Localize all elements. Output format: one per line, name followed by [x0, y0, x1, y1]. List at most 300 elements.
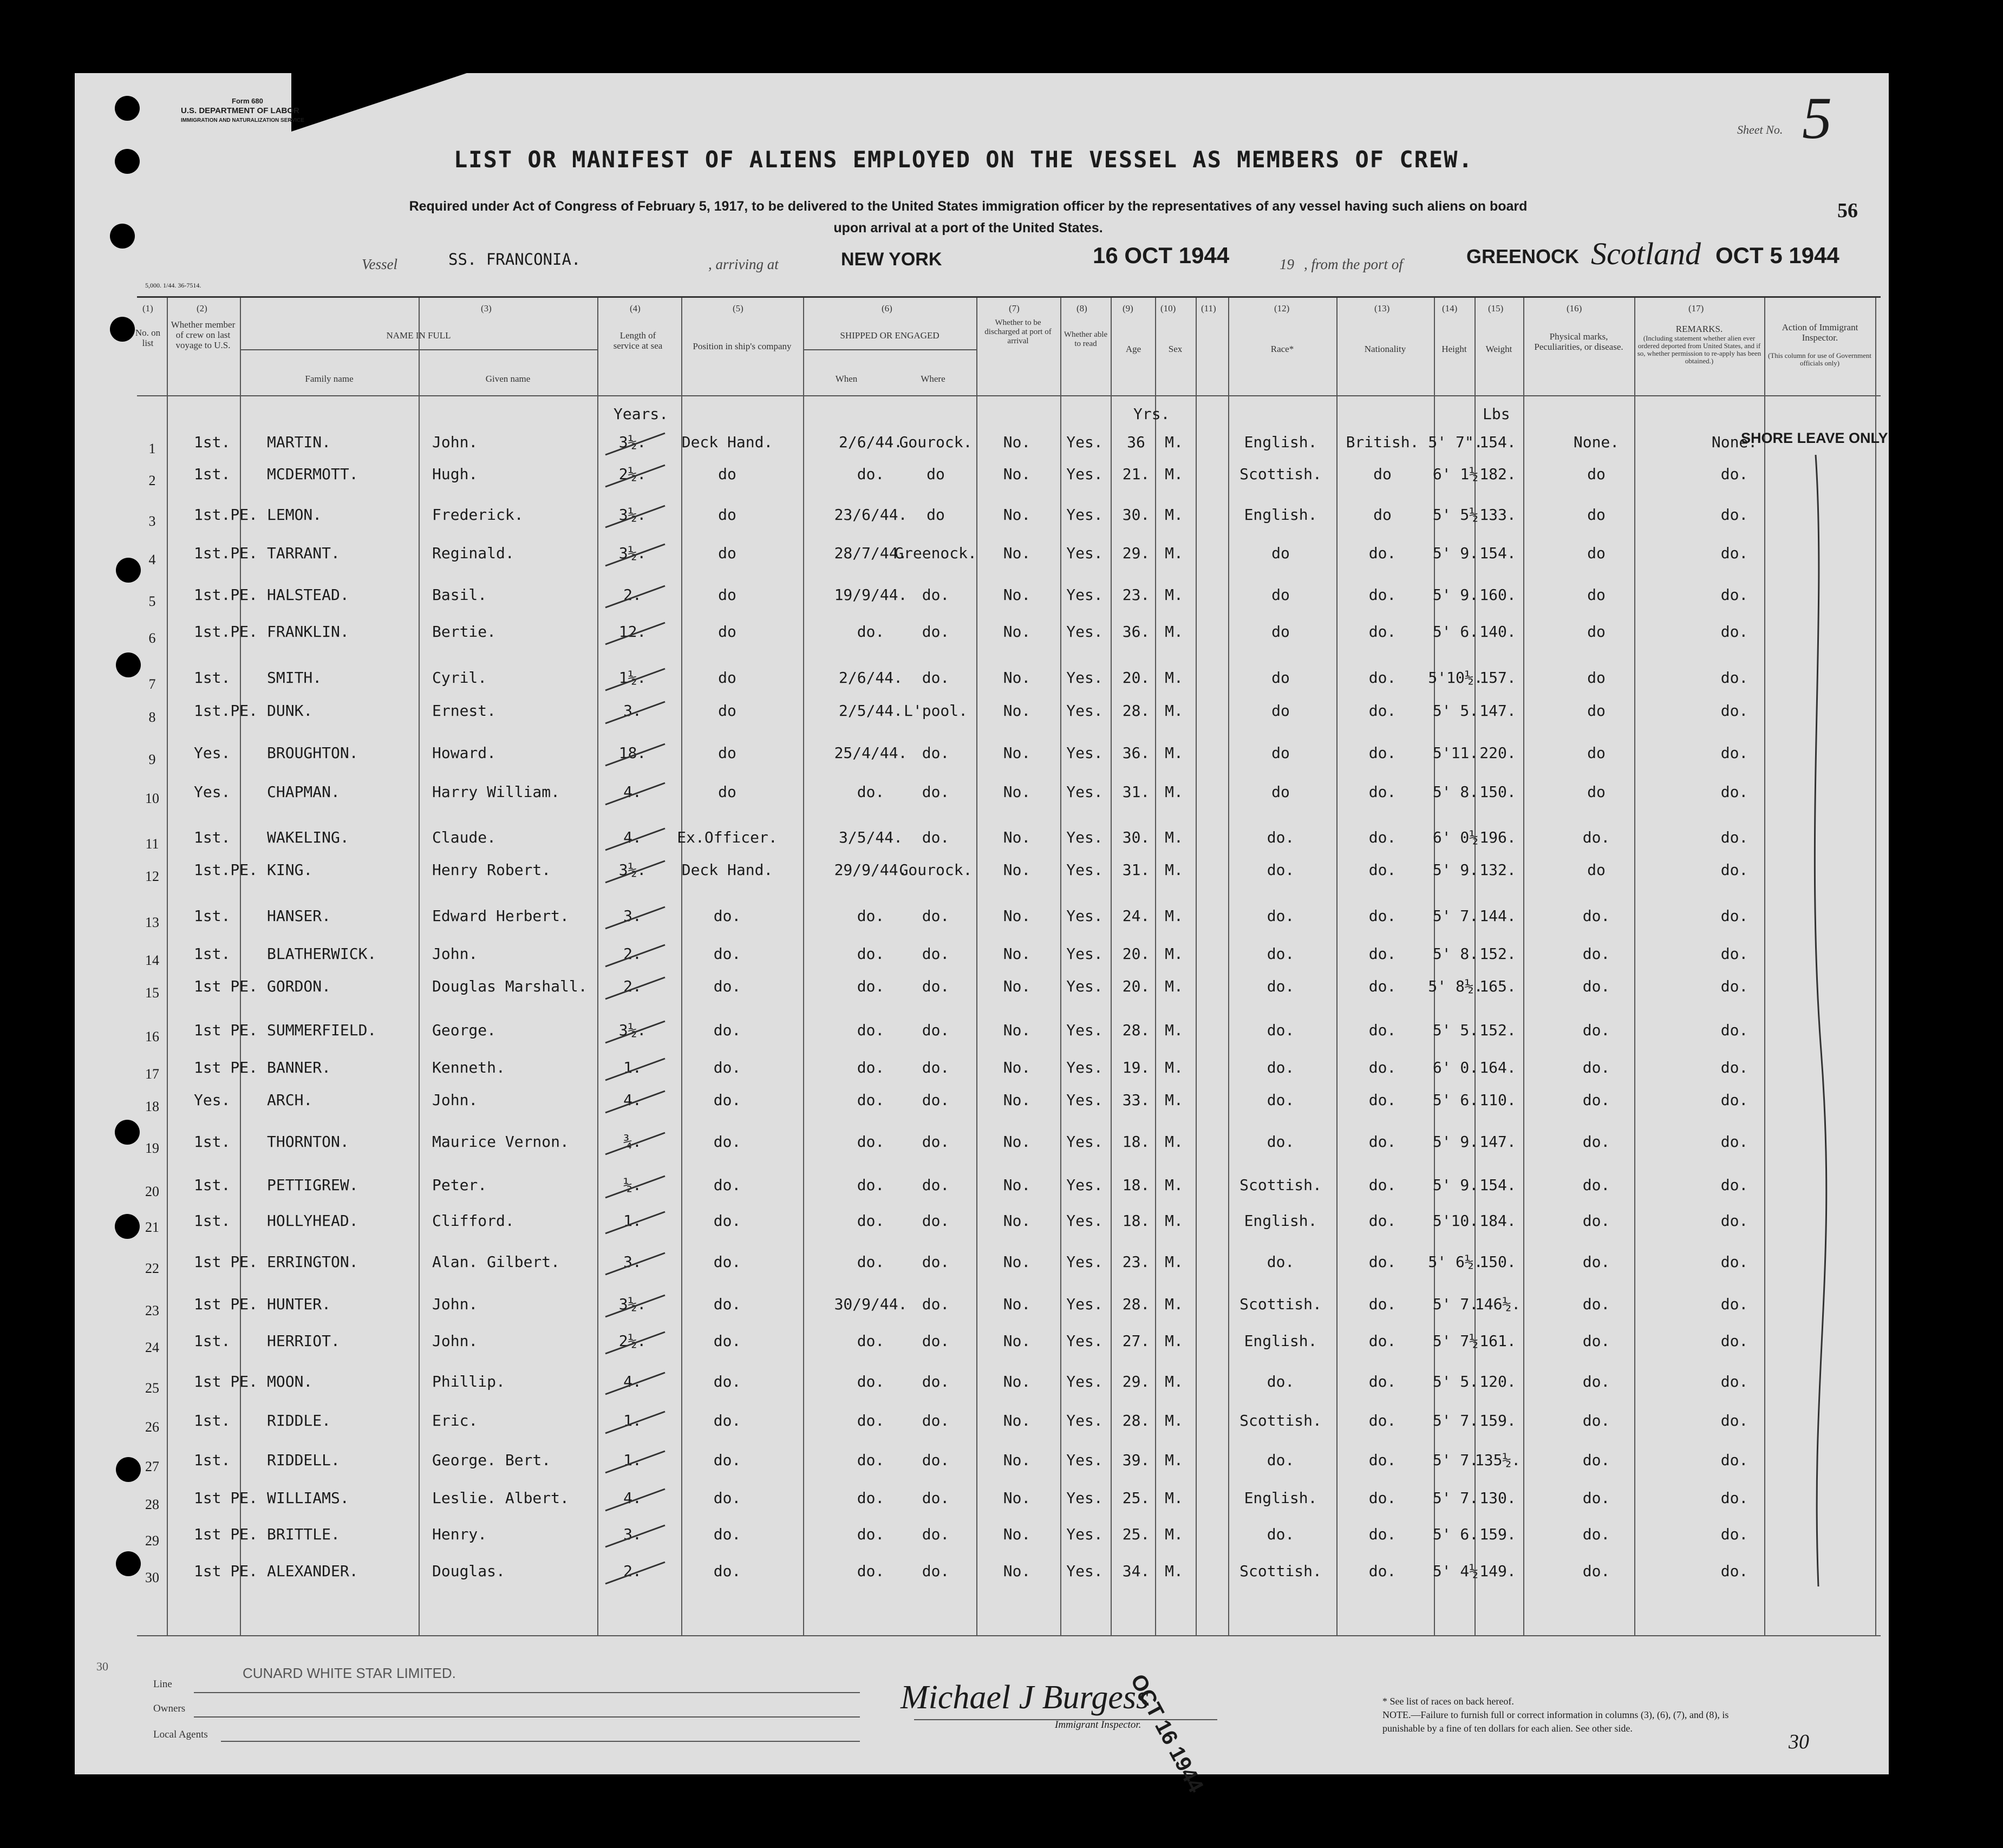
cell-sex: M. [1165, 1021, 1183, 1039]
cell-where: L'pool. [903, 702, 968, 720]
cell-when: 19/9/44. [834, 586, 908, 604]
cell-sex: M. [1165, 702, 1183, 720]
cell-nationality: do. [1368, 783, 1397, 801]
cell-marks: do. [1582, 1133, 1610, 1151]
cell-given: Leslie. Albert. [432, 1489, 569, 1507]
cell-remarks: do. [1720, 977, 1748, 995]
cell-no: 7 [148, 676, 156, 692]
cell-nationality: do. [1368, 586, 1397, 604]
cell-family: HUNTER. [267, 1295, 331, 1313]
cell-discharged: No. [1003, 433, 1031, 451]
cell-height: 5' 4½ [1432, 1562, 1479, 1580]
cell-nationality: do. [1368, 623, 1397, 641]
unit-lbs: Lbs [1483, 405, 1510, 423]
cell-no: 21 [145, 1219, 159, 1235]
cell-nationality: do. [1368, 1562, 1397, 1580]
header-nationality: Nationality [1364, 344, 1406, 354]
cell-position: do [718, 702, 736, 720]
cell-height: 6' 0½ [1432, 828, 1479, 846]
cell-when: 2/6/44. [838, 669, 903, 687]
cell-sex: M. [1165, 1451, 1183, 1469]
cell-nationality: do. [1368, 1091, 1397, 1109]
sheet-number: 5 [1802, 85, 1832, 151]
cell-given: Peter. [432, 1176, 487, 1194]
check-stroke [603, 430, 668, 458]
cell-when: do. [857, 1091, 885, 1109]
punch-hole [115, 96, 140, 121]
cell-where: do. [922, 744, 950, 762]
departure-port: GREENOCK [1466, 245, 1580, 267]
cell-nationality: do. [1368, 1295, 1397, 1313]
crew-table [135, 296, 1888, 1635]
cell-no: 17 [145, 1066, 159, 1082]
cell-nationality: do. [1368, 702, 1397, 720]
cell-marks: do. [1582, 828, 1610, 846]
check-stroke [603, 541, 668, 569]
cell-marks: do. [1582, 907, 1610, 925]
cell-marks: do [1587, 702, 1606, 720]
cell-marks: do [1587, 744, 1606, 762]
header-length-of-service: Length of service at sea [613, 330, 663, 351]
cell-read: Yes. [1066, 702, 1103, 720]
cell-weight: 150. [1479, 1253, 1516, 1271]
cell-height: 5' 8. [1432, 783, 1479, 801]
arrival-port: NEW YORK [841, 249, 942, 270]
cell-age: 28. [1122, 1412, 1150, 1429]
cell-sex: M. [1165, 1373, 1183, 1390]
cell-height: 5' 7½ [1432, 1332, 1479, 1350]
check-stroke [603, 904, 668, 931]
cell-marks: do [1587, 861, 1606, 879]
cell-when: do. [857, 1021, 885, 1039]
cell-prev: 1st.PE. [194, 861, 258, 879]
cell-race: do. [1267, 977, 1295, 995]
cell-height: 5' 7. [1432, 1489, 1479, 1507]
cell-prev: 1st. [194, 669, 231, 687]
cell-nationality: do. [1368, 1373, 1397, 1390]
cell-family: CHAPMAN. [267, 783, 340, 801]
cell-height: 5' 8. [1432, 945, 1479, 963]
cell-weight: 152. [1479, 1021, 1516, 1039]
subtitle-line-2: upon arrival at a port of the United States. [833, 220, 1103, 236]
cell-no: 27 [145, 1459, 159, 1474]
cell-service: 3½. [618, 1021, 647, 1039]
cell-family: BANNER. [267, 1059, 331, 1076]
check-stroke [603, 826, 668, 853]
cell-read: Yes. [1066, 1133, 1103, 1151]
cell-read: Yes. [1066, 977, 1103, 995]
cell-remarks: do. [1720, 1489, 1748, 1507]
cell-prev: 1st. [194, 1332, 231, 1350]
cell-race: English. [1244, 433, 1317, 451]
cell-remarks: do. [1720, 828, 1748, 846]
cell-where: do. [922, 1133, 950, 1151]
cell-service: ½. [623, 1176, 642, 1194]
cell-marks: do [1587, 586, 1606, 604]
cell-race: do [1271, 702, 1290, 720]
cell-where: do. [922, 783, 950, 801]
cell-discharged: No. [1003, 945, 1031, 963]
cell-race: Scottish. [1239, 465, 1322, 483]
cell-service: 2. [623, 586, 642, 604]
cell-remarks: do. [1720, 623, 1748, 641]
header-able-to-read: Whether able to read [1064, 330, 1108, 348]
cell-marks: do. [1582, 1489, 1610, 1507]
cell-where: do. [922, 907, 950, 925]
cell-no: 4 [148, 552, 156, 567]
cell-no: 22 [145, 1261, 159, 1276]
cell-sex: M. [1165, 907, 1183, 925]
cell-no: 23 [145, 1303, 159, 1318]
col-num-17: (17) [1688, 303, 1704, 314]
cell-when: do. [857, 1332, 885, 1350]
cell-no: 9 [148, 752, 156, 767]
cell-where: do. [922, 1091, 950, 1109]
cell-given: Reginald. [432, 544, 514, 562]
cell-where: do. [922, 1176, 950, 1194]
cell-height: 5' 5. [1432, 1373, 1479, 1390]
cell-remarks: do. [1720, 861, 1748, 879]
cell-family: HOLLYHEAD. [267, 1212, 358, 1230]
cell-marks: do. [1582, 1212, 1610, 1230]
cell-age: 29. [1122, 544, 1150, 562]
cell-read: Yes. [1066, 1373, 1103, 1390]
cell-age: 18. [1122, 1176, 1150, 1194]
cell-age: 21. [1122, 465, 1150, 483]
col-num-1: (1) [142, 303, 153, 314]
cell-age: 33. [1122, 1091, 1150, 1109]
cell-race: Scottish. [1239, 1295, 1322, 1313]
cell-age: 30. [1122, 506, 1150, 524]
cell-service: 2. [623, 977, 642, 995]
cell-where: do. [922, 1332, 950, 1350]
cell-family: LEMON. [267, 506, 322, 524]
cell-given: Edward Herbert. [432, 907, 569, 925]
cell-no: 10 [145, 791, 159, 806]
cell-read: Yes. [1066, 465, 1103, 483]
cell-sex: M. [1165, 1295, 1183, 1313]
cell-marks: do [1587, 783, 1606, 801]
cell-marks: do. [1582, 977, 1610, 995]
cell-race: do. [1267, 1021, 1295, 1039]
departure-date: OCT 5 1944 [1715, 243, 1839, 268]
col-num-6: (6) [882, 303, 892, 314]
header-remarks: REMARKS. [1675, 324, 1723, 334]
check-stroke [603, 858, 668, 885]
cell-family: RIDDLE. [267, 1412, 331, 1429]
cell-weight: 154. [1479, 433, 1516, 451]
cell-age: 31. [1122, 783, 1150, 801]
cell-read: Yes. [1066, 828, 1103, 846]
cell-nationality: do. [1368, 1489, 1397, 1507]
cell-nationality: do. [1368, 977, 1397, 995]
cell-given: John. [432, 1091, 478, 1109]
cell-prev: 1st.PE. [194, 623, 258, 641]
cell-read: Yes. [1066, 623, 1103, 641]
cell-read: Yes. [1066, 783, 1103, 801]
cell-position: do. [713, 1133, 741, 1151]
cell-age: 18. [1122, 1133, 1150, 1151]
cell-discharged: No. [1003, 828, 1031, 846]
cell-read: Yes. [1066, 1451, 1103, 1469]
cell-when: do. [857, 977, 885, 995]
cell-age: 23. [1122, 586, 1150, 604]
cell-when: do. [857, 1412, 885, 1429]
cell-prev: Yes. [194, 744, 231, 762]
cell-position: do. [713, 1562, 741, 1580]
cell-marks: do. [1582, 1562, 1610, 1580]
cell-discharged: No. [1003, 1489, 1031, 1507]
cell-sex: M. [1165, 1253, 1183, 1271]
cell-age: 28. [1122, 702, 1150, 720]
cell-given: George. [432, 1021, 497, 1039]
cell-height: 6' 1½ [1432, 465, 1479, 483]
cell-where: do. [922, 1489, 950, 1507]
cell-marks: do [1587, 465, 1606, 483]
cell-when: do. [857, 907, 885, 925]
cell-height: 5' 7". [1428, 433, 1483, 451]
cell-family: HERRIOT. [267, 1332, 340, 1350]
cell-discharged: No. [1003, 1212, 1031, 1230]
cell-weight: 144. [1479, 907, 1516, 925]
cell-prev: 1st PE. [194, 1562, 258, 1580]
col-num-11: (11) [1201, 303, 1216, 314]
cell-weight: 147. [1479, 702, 1516, 720]
cell-race: do. [1267, 1091, 1295, 1109]
cell-when: do. [857, 945, 885, 963]
cell-sex: M. [1165, 1332, 1183, 1350]
cell-when: do. [857, 1489, 885, 1507]
cell-age: 19. [1122, 1059, 1150, 1076]
cell-height: 5' 8½. [1428, 977, 1483, 995]
cell-read: Yes. [1066, 1489, 1103, 1507]
cell-when: do. [857, 1059, 885, 1076]
cell-given: Henry. [432, 1525, 487, 1543]
cell-discharged: No. [1003, 586, 1031, 604]
cell-no: 16 [145, 1029, 159, 1044]
service-name: IMMIGRATION AND NATURALIZATION SERVICE [181, 117, 304, 123]
cell-race: English. [1244, 1212, 1317, 1230]
cell-no: 3 [148, 513, 156, 529]
cell-height: 5' 9. [1432, 586, 1479, 604]
col-num-7: (7) [1009, 303, 1020, 314]
cell-when: do. [857, 1451, 885, 1469]
cell-nationality: do. [1368, 1212, 1397, 1230]
from-port-label: , from the port of [1304, 256, 1403, 272]
punch-hole [115, 1120, 140, 1145]
cell-height: 5' 9. [1432, 1176, 1479, 1194]
footer-agents-label: Local Agents [153, 1729, 208, 1740]
cell-race: do. [1267, 1373, 1295, 1390]
cell-height: 5' 6½. [1428, 1253, 1483, 1271]
cell-where: Greenock. [895, 544, 977, 562]
col-num-10: (10) [1160, 303, 1176, 314]
cell-when: do. [857, 1562, 885, 1580]
unit-yrs: Yrs. [1133, 405, 1170, 423]
cell-family: THORNTON. [267, 1133, 349, 1151]
cell-when: 2/6/44. [838, 433, 903, 451]
cell-given: Basil. [432, 586, 487, 604]
cell-race: Scottish. [1239, 1562, 1322, 1580]
cell-given: Bertie. [432, 623, 497, 641]
cell-given: John. [432, 945, 478, 963]
cell-service: 2½. [618, 1332, 647, 1350]
cell-where: do. [922, 1212, 950, 1230]
cell-read: Yes. [1066, 1562, 1103, 1580]
cell-sex: M. [1165, 544, 1183, 562]
vessel-label: Vessel [362, 256, 397, 272]
cell-weight: 154. [1479, 1176, 1516, 1194]
cell-sex: M. [1165, 828, 1183, 846]
cell-where: do. [922, 828, 950, 846]
check-stroke [603, 1448, 668, 1475]
cell-when: do. [857, 1212, 885, 1230]
cell-nationality: do. [1368, 669, 1397, 687]
cell-marks: do [1587, 669, 1606, 687]
cell-no: 29 [145, 1533, 159, 1549]
cell-age: 20. [1122, 945, 1150, 963]
cell-height: 5' 5. [1432, 702, 1479, 720]
cell-read: Yes. [1066, 433, 1103, 451]
cell-given: Hugh. [432, 465, 478, 483]
cell-discharged: No. [1003, 907, 1031, 925]
cell-when: do. [857, 1373, 885, 1390]
header-age: Age [1125, 344, 1141, 354]
received-date-stamp: OCT 16 1944 [1126, 1670, 1208, 1797]
cell-discharged: No. [1003, 1295, 1031, 1313]
cell-nationality: do. [1368, 1133, 1397, 1151]
cell-where: do. [922, 1451, 950, 1469]
cell-given: Douglas Marshall. [432, 977, 588, 995]
cell-prev: 1st.PE. [194, 702, 258, 720]
cell-weight: 164. [1479, 1059, 1516, 1076]
cell-no: 19 [145, 1140, 159, 1156]
inspector-label: Immigrant Inspector. [1055, 1719, 1141, 1731]
check-stroke [603, 1056, 668, 1083]
cell-weight: 184. [1479, 1212, 1516, 1230]
cell-nationality: do. [1368, 1176, 1397, 1194]
cell-read: Yes. [1066, 544, 1103, 562]
cell-remarks: do. [1720, 544, 1748, 562]
departure-country: Scotland [1591, 236, 1701, 271]
header-name-in-full: NAME IN FULL [386, 330, 451, 341]
cell-prev: 1st PE. [194, 1059, 258, 1076]
stamp-number: 56 [1837, 199, 1858, 222]
cell-nationality: do. [1368, 1412, 1397, 1429]
cell-age: 36. [1122, 744, 1150, 762]
cell-height: 5' 7. [1432, 907, 1479, 925]
cell-remarks: do. [1720, 1021, 1748, 1039]
cell-age: 28. [1122, 1295, 1150, 1313]
cell-read: Yes. [1066, 907, 1103, 925]
cell-height: 5' 6. [1432, 1525, 1479, 1543]
cell-weight: 135½. [1474, 1451, 1521, 1469]
col-num-12: (12) [1274, 303, 1290, 314]
check-stroke [603, 699, 668, 726]
cell-race: Scottish. [1239, 1176, 1322, 1194]
cell-read: Yes. [1066, 945, 1103, 963]
cell-where: do. [922, 1373, 950, 1390]
note-races: * See list of races on back hereof. [1382, 1696, 1514, 1707]
cell-remarks: do. [1720, 1562, 1748, 1580]
cell-when: do. [857, 465, 885, 483]
cell-remarks: do. [1720, 1295, 1748, 1313]
header-family-name: Family name [305, 374, 354, 384]
cell-no: 1 [148, 441, 156, 456]
check-stroke [603, 1292, 668, 1320]
cell-where: do. [922, 623, 950, 641]
footer-page-mark: 30 [96, 1660, 108, 1673]
header-sex: Sex [1168, 344, 1183, 354]
cell-family: BLATHERWICK. [267, 945, 377, 963]
cell-no: 25 [145, 1380, 159, 1396]
header-action-note: (This column for use of Government officials only) [1768, 351, 1871, 367]
cell-sex: M. [1165, 1525, 1183, 1543]
cell-given: Eric. [432, 1412, 478, 1429]
cell-service: 4. [623, 1489, 642, 1507]
header-physical-marks: Physical marks, Peculiarities, or disease. [1534, 331, 1623, 352]
cell-weight: 161. [1479, 1332, 1516, 1350]
cell-discharged: No. [1003, 1332, 1031, 1350]
cell-nationality: do. [1368, 1332, 1397, 1350]
col-num-14: (14) [1442, 303, 1458, 314]
cell-marks: do. [1582, 1059, 1610, 1076]
cell-position: do [718, 623, 736, 641]
cell-service: 3. [623, 1253, 642, 1271]
cell-no: 20 [145, 1184, 159, 1199]
cell-no: 11 [145, 836, 159, 852]
cell-race: do [1271, 623, 1290, 641]
cell-where: do. [922, 1295, 950, 1313]
cell-prev: 1st. [194, 1212, 231, 1230]
check-stroke [603, 942, 668, 969]
cell-family: GORDON. [267, 977, 331, 995]
cell-prev: 1st. [194, 907, 231, 925]
cell-discharged: No. [1003, 1562, 1031, 1580]
punch-hole [110, 224, 135, 249]
cell-service: 3. [623, 702, 642, 720]
cell-race: Scottish. [1239, 1412, 1322, 1429]
cell-given: George. Bert. [432, 1451, 551, 1469]
cell-where: do. [922, 945, 950, 963]
cell-discharged: No. [1003, 977, 1031, 995]
department-name: U.S. DEPARTMENT OF LABOR [181, 106, 299, 115]
cell-service: 1. [623, 1059, 642, 1076]
cell-when: 25/4/44. [834, 744, 908, 762]
cell-position: do [718, 586, 736, 604]
cell-where: do. [922, 1412, 950, 1429]
cell-family: BROUGHTON. [267, 744, 358, 762]
cell-age: 20. [1122, 977, 1150, 995]
check-stroke [603, 975, 668, 1002]
cell-sex: M. [1165, 1091, 1183, 1109]
check-stroke [603, 462, 668, 489]
cell-height: 5'10. [1432, 1212, 1479, 1230]
cell-when: do. [857, 783, 885, 801]
cell-family: TARRANT. [267, 544, 340, 562]
cell-nationality: do. [1368, 544, 1397, 562]
cell-family: ARCH. [267, 1091, 313, 1109]
cell-sex: M. [1165, 1489, 1183, 1507]
cell-age: 27. [1122, 1332, 1150, 1350]
cell-service: 3½. [618, 1295, 647, 1313]
cell-read: Yes. [1066, 1332, 1103, 1350]
header-previous-voyage: Whether member of crew on last voyage to U.S. [171, 319, 236, 350]
cell-service: 4. [623, 783, 642, 801]
cell-race: do. [1267, 1253, 1295, 1271]
cell-height: 5' 6. [1432, 623, 1479, 641]
cell-race: English. [1244, 1489, 1317, 1507]
